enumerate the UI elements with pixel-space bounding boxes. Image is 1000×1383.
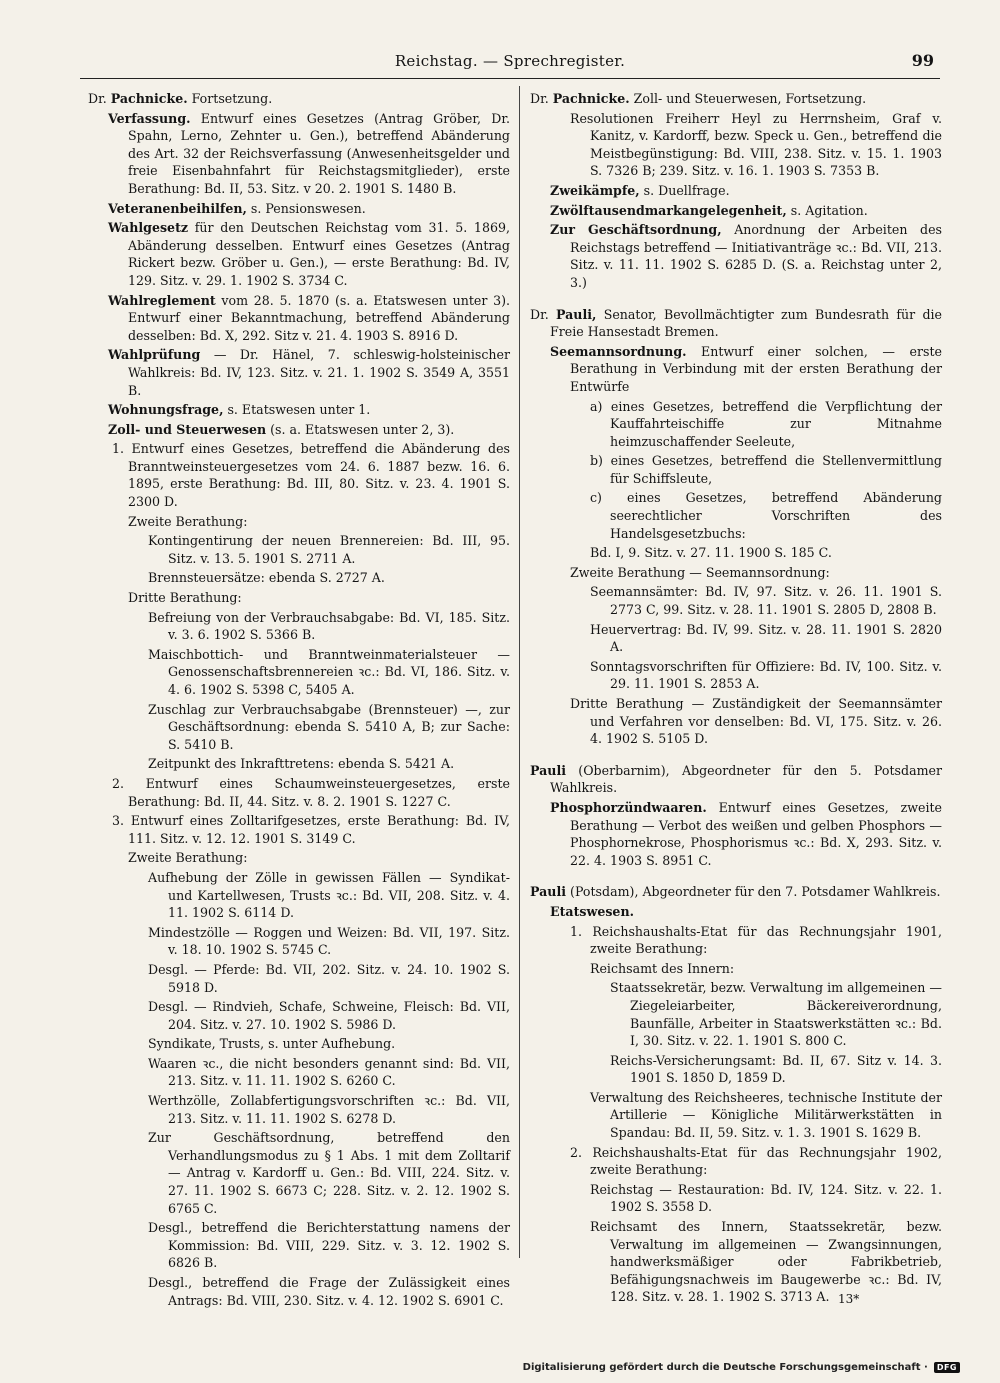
register-entry <box>530 960 942 978</box>
entry-text: vom 28. 5. 1870 (s. a. Etatswesen unter 3). Entwurf einer Bekanntmachung, betreffend Abänderung desselben: Bd. X, 292. Sitz v. 21. 4. 1903 S. 8916 D. <box>128 292 510 343</box>
entry-text: (s. a. Etatswesen unter 2, 3). <box>266 421 455 437</box>
entry-keyword: Etatswesen. <box>550 903 634 919</box>
left-column <box>88 90 510 1311</box>
register-entry <box>530 90 942 108</box>
register-entry <box>88 421 510 439</box>
entry-keyword: Verfassung. <box>108 110 191 126</box>
register-entry <box>530 306 942 341</box>
running-header <box>80 48 940 79</box>
entry-keyword: Pauli <box>530 762 567 778</box>
entry-keyword: Wahlgesetz <box>108 220 189 236</box>
entry-text: Syndikate, Trusts, s. unter Aufhebung. <box>148 1036 396 1052</box>
entry-text: Werthzölle, Zollabfertigungsvorschriften ꝛc.: Bd. VII, 213. Sitz. v. 11. 11. 1902 S. 6278 D. <box>148 1093 510 1126</box>
register-entry <box>88 961 510 996</box>
register-entry <box>530 221 942 291</box>
entry-keyword: Pachnicke. <box>552 91 630 106</box>
register-entry <box>530 923 942 958</box>
entry-text: Zoll- und Steuerwesen, Fortsetzung. <box>629 91 867 106</box>
column-divider <box>519 86 520 1258</box>
register-entry <box>88 589 510 607</box>
entry-text: Seemannsämter: Bd. IV, 97. Sitz. v. 26. 11. 1901 S. 2773 C, 99. Sitz. v. 28. 11. 1901 S. 2805 D, 2808 B. <box>590 584 942 618</box>
entry-text: c) eines Gesetzes, betreffend Abänderung seerechtlicher Vorschriften des Handelsgesetzbuchs: <box>590 490 942 541</box>
entry-text: Desgl., betreffend die Berichterstattung namens der Kommission: Bd. VIII, 229. Sitz. v. 3. 12. 1902 S. 6826 B. <box>148 1220 510 1271</box>
register-entry <box>88 1092 510 1127</box>
entry-keyword: Pachnicke. <box>110 91 188 106</box>
register-entry <box>530 583 942 618</box>
register-entry <box>530 883 942 901</box>
entry-text: Zuschlag zur Verbrauchsabgabe (Brennsteuer) —, zur Geschäftsordnung: ebenda S. 5410 A, B; zur Sache: S. 5410 B. <box>148 701 510 752</box>
entry-text: Aufhebung der Zölle in gewissen Fällen — Syndikat- und Kartellwesen, Trusts ꝛc.: Bd. VII, 208. Sitz. v. 4. 11. 1902 S. 6114 D. <box>148 869 510 921</box>
entry-keyword: Seemannsordnung. <box>550 343 687 359</box>
entry-text: Staatssekretär, bezw. Verwaltung im allgemeinen — Ziegeleiarbeiter, Bäckereiverordnung, Baunfälle, Arbeiter in Staatswerkstätten ꝛc.: Bd. I, 30. Sitz. v. 22. 1. 1901 S. 800 C. <box>610 980 942 1049</box>
entry-text: Zeitpunkt des Inkrafttretens: ebenda S. 5421 A. <box>148 756 455 772</box>
entry-text: 1. Entwurf eines Gesetzes, betreffend die Abänderung des Branntweinsteuergesetzes vom 24. 6. 1887 bezw. 16. 6. 1895, erste Berathung: Bd. III, 80. Sitz. v. 23. 4. 1901 S. 2300 D. <box>112 441 510 510</box>
entry-text: Resolutionen Freiherr Heyl zu Herrnsheim, Graf v. Kanitz, v. Kardorff, bezw. Speck u. Gen., betreffend die Meistbegünstigung: Bd. VIII, 238. Sitz. v. 15. 1. 1903 S. 7326 B; 239. Sitz. v. 16. 1. 1903 S. 7353 B. <box>570 110 942 179</box>
entry-text: Mindestzölle — Roggen und Weizen: Bd. VII, 197. Sitz. v. 18. 10. 1902 S. 5745 C. <box>148 924 510 958</box>
entry-text: b) eines Gesetzes, betreffend die Stellenvermittlung für Schiffsleute, <box>590 453 942 486</box>
entry-text: — Dr. Hänel, 7. schleswig-holsteinischer Wahlkreis: Bd. IV, 123. Sitz. v. 21. 1. 1902 S. 3549 A, 3551 B. <box>128 347 510 398</box>
register-entry <box>88 924 510 959</box>
register-entry <box>530 544 942 562</box>
entry-text: 2. Reichshaushalts-Etat für das Rechnungsjahr 1902, zweite Berathung: <box>570 1144 942 1178</box>
entry-text: für den Deutschen Reichstag vom 31. 5. 1869, Abänderung desselben. Entwurf eines Gesetzes (Antrag Rickert bezw. Gröber u. Gen.), — erste Berathung: Bd. IV, 129. Sitz. v. 29. 1. 1902 S. 3734 C. <box>128 220 510 288</box>
entry-keyword: Zur Geschäftsordnung, <box>550 222 722 238</box>
entry-text: s. Duellfrage. <box>639 182 730 198</box>
register-entry <box>88 812 510 847</box>
entry-text: (Oberbarnim), Abgeordneter für den 5. Potsdamer Wahlkreis. <box>550 762 942 796</box>
register-entry <box>88 869 510 922</box>
register-entry <box>88 532 510 567</box>
register-entry <box>530 762 942 797</box>
entry-text: Sonntagsvorschriften für Offiziere: Bd. IV, 100. Sitz. v. 29. 11. 1901 S. 2853 A. <box>590 658 942 692</box>
entry-text: Reichs-Versicherungsamt: Bd. II, 67. Sitz v. 14. 3. 1901 S. 1850 D, 1859 D. <box>610 1052 942 1086</box>
entry-text: Fortsetzung. <box>187 91 273 106</box>
register-entry <box>530 658 942 693</box>
entry-text: Senator, Bevollmächtigter zum Bundesrath für die Freie Hansestadt Bremen. <box>550 306 942 340</box>
register-entry <box>530 979 942 1049</box>
register-entry <box>88 401 510 419</box>
register-entry <box>88 1219 510 1272</box>
footer-text: Digitalisierung gefördert durch die Deutsche Forschungsgemeinschaft · <box>522 1362 928 1373</box>
register-entry <box>530 398 942 451</box>
entry-text: Desgl. — Rindvieh, Schafe, Schweine, Fleisch: Bd. VII, 204. Sitz. v. 27. 10. 1902 S. 5986 D. <box>148 999 510 1032</box>
entry-text: Verwaltung des Reichsheeres, technische Institute der Artillerie — Königliche Militärwerkstätten in Spandau: Bd. II, 59. Sitz. v. 1. 3. 1901 S. 1629 B. <box>590 1089 942 1141</box>
register-entry <box>88 110 510 198</box>
entry-keyword: Pauli, <box>556 306 597 322</box>
entry-text: Entwurf eines Gesetzes (Antrag Gröber, Dr. Spahn, Lerno, Zehnter u. Gen.), betreffend Abänderung des Art. 32 der Reichsverfassung (Anwesenheitsgelder und freie Eisenbahnfahrt für Reichstagsmitglieder), erste Berathung: Bd. II, 53. Sitz. v 20. 2. 1901 S. 1480 B. <box>128 110 510 196</box>
entry-text: Desgl., betreffend die Frage der Zulässigkeit eines Antrags: Bd. VIII, 230. Sitz. v. 4. 12. 1902 S. 6901 C. <box>148 1275 510 1308</box>
register-entry <box>88 1274 510 1309</box>
entry-text: Desgl. — Pferde: Bd. VII, 202. Sitz. v. 24. 10. 1902 S. 5918 D. <box>148 961 510 995</box>
entry-prefix: Dr. <box>88 91 111 106</box>
register-entry <box>88 849 510 867</box>
register-entry <box>88 346 510 399</box>
entry-text: Waaren ꝛc., die nicht besonders genannt sind: Bd. VII, 213. Sitz. v. 11. 11. 1902 S. 6260 C. <box>148 1055 510 1089</box>
entry-text: 2. Entwurf eines Schaumweinsteuergesetzes, erste Berathung: Bd. II, 44. Sitz. v. 8. 2. 1901 S. 1227 C. <box>112 775 510 809</box>
register-entry <box>88 292 510 345</box>
register-entry <box>530 903 942 921</box>
register-entry <box>530 182 942 200</box>
entry-text: Anordnung der Arbeiten des Reichstags betreffend — Initiativanträge ꝛc.: Bd. VII, 213. Sitz. v. 11. 11. 1902 S. 6285 D. (S. a. Reichstag unter 2, 3.) <box>570 222 942 290</box>
entry-text: Entwurf eines Gesetzes, zweite Berathung — Verbot des weißen und gelben Phosphors — Phosphornekrose, Phosphorismus ꝛc.: Bd. X, 293. Sitz. v. 22. 4. 1903 S. 8951 C. <box>570 799 942 868</box>
entry-text: s. Agitation. <box>786 202 868 218</box>
entry-text: 1. Reichshaushalts-Etat für das Rechnungsjahr 1901, zweite Berathung: <box>570 923 942 957</box>
register-entry <box>88 646 510 699</box>
dfg-logo: DFG <box>934 1362 960 1373</box>
entry-text: s. Pensionswesen. <box>246 200 366 216</box>
register-entry <box>530 564 942 582</box>
entry-text: a) eines Gesetzes, betreffend die Verpflichtung der Kauffahrteischiffe zur Mitnahme heimzuschaffender Seeleute, <box>590 398 942 449</box>
entry-text: Zweite Berathung: <box>128 513 248 529</box>
header-title: Reichstag. — Sprechregister. <box>394 52 626 70</box>
register-entry <box>88 569 510 587</box>
register-entry <box>530 1181 942 1216</box>
register-entry <box>530 799 942 869</box>
entry-text: Kontingentirung der neuen Brennereien: Bd. III, 95. Sitz. v. 13. 5. 1901 S. 2711 A. <box>148 533 510 566</box>
entry-keyword: Phosphorzündwaaren. <box>550 799 707 815</box>
entry-prefix: Dr. <box>530 306 557 322</box>
register-entry <box>88 1055 510 1090</box>
entry-keyword: Zweikämpfe, <box>550 182 640 198</box>
entry-text: Zur Geschäftsordnung, betreffend den Verhandlungsmodus zu § 1 Abs. 1 mit dem Zolltarif — Antrag v. Kardorff u. Gen.: Bd. VIII, 224. Sitz. v. 27. 11. 1902 S. 6673 C; 228. Sitz. v. 2. 12. 1902 S. 6765 C. <box>148 1130 510 1216</box>
entry-text: Maischbottich- und Branntweinmaterialsteuer — Genossenschaftsbrennereien ꝛc.: Bd. VI, 186. Sitz. v. 4. 6. 1902 S. 5398 C, 5405 A. <box>148 646 510 697</box>
register-entry <box>530 1218 942 1306</box>
register-entry <box>530 452 942 487</box>
entry-keyword: Pauli <box>530 884 567 900</box>
entry-text: Befreiung von der Verbrauchsabgabe: Bd. VI, 185. Sitz. v. 3. 6. 1902 S. 5366 B. <box>148 609 510 643</box>
register-entry <box>530 1052 942 1087</box>
register-entry <box>530 1144 942 1179</box>
entry-text: (Potsdam), Abgeordneter für den 7. Potsdamer Wahlkreis. <box>566 884 941 900</box>
entry-keyword: Veteranenbeihilfen, <box>108 200 247 216</box>
entry-text: Dritte Berathung — Zuständigkeit der Seemannsämter und Verfahren vor denselben: Bd. VI, 175. Sitz. v. 26. 4. 1902 S. 5105 D. <box>570 696 942 747</box>
entry-keyword: Wahlreglement <box>108 292 216 308</box>
register-entry <box>530 695 942 748</box>
entry-text: Zweite Berathung — Seemannsordnung: <box>570 564 830 580</box>
entry-keyword: Zwölftausendmarkangelegenheit, <box>550 202 787 218</box>
entry-text: Dritte Berathung: <box>128 590 242 606</box>
footer <box>523 1362 960 1373</box>
entry-keyword: Wahlprüfung <box>108 347 201 363</box>
register-entry <box>530 110 942 180</box>
register-entry <box>530 489 942 542</box>
register-entry <box>88 90 510 108</box>
register-entry <box>88 755 510 773</box>
register-entry <box>88 513 510 531</box>
register-entry <box>88 219 510 289</box>
entry-keyword: Wohnungsfrage, <box>108 402 224 418</box>
entry-text: Heuervertrag: Bd. IV, 99. Sitz. v. 28. 11. 1901 S. 2820 A. <box>590 621 942 655</box>
register-entry <box>88 701 510 754</box>
entry-keyword: Zoll- und Steuerwesen <box>108 421 267 437</box>
entry-prefix: Dr. <box>530 91 553 106</box>
entry-text: Reichstag — Restauration: Bd. IV, 124. Sitz. v. 22. 1. 1902 S. 3558 D. <box>590 1181 942 1215</box>
entry-text: s. Etatswesen unter 1. <box>223 402 371 418</box>
register-entry <box>88 1129 510 1217</box>
right-column <box>530 90 942 1308</box>
entry-text: Entwurf einer solchen, — erste Berathung in Verbindung mit der ersten Berathung der Entwürfe <box>570 343 942 394</box>
entry-text: Reichsamt des Innern: <box>590 960 735 976</box>
register-entry <box>88 1035 510 1053</box>
entry-text: Brennsteuersätze: ebenda S. 2727 A. <box>148 570 385 586</box>
signature-mark: 13* <box>838 1292 860 1306</box>
register-entry <box>88 609 510 644</box>
register-entry <box>530 343 942 396</box>
entry-text: Zweite Berathung: <box>128 850 248 866</box>
page-number: 99 <box>911 51 934 70</box>
register-entry <box>530 202 942 220</box>
register-entry <box>88 440 510 510</box>
register-entry <box>88 200 510 218</box>
register-entry <box>88 998 510 1033</box>
entry-text: Bd. I, 9. Sitz. v. 27. 11. 1900 S. 185 C. <box>590 545 832 561</box>
register-entry <box>88 775 510 810</box>
register-entry <box>530 1089 942 1142</box>
entry-text: Reichsamt des Innern, Staatssekretär, bezw. Verwaltung im allgemeinen — Zwangsinnungen, handwerksmäßiger oder Fabrikbetrieb, Befähigungsnachweis im Baugewerbe ꝛc.: Bd. IV, 128. Sitz. v. 28. 1. 1902 S. 3713 A. <box>590 1219 942 1305</box>
register-entry <box>530 621 942 656</box>
entry-text: 3. Entwurf eines Zolltarifgesetzes, erste Berathung: Bd. IV, 111. Sitz. v. 12. 12. 1901 S. 3149 C. <box>112 813 510 846</box>
